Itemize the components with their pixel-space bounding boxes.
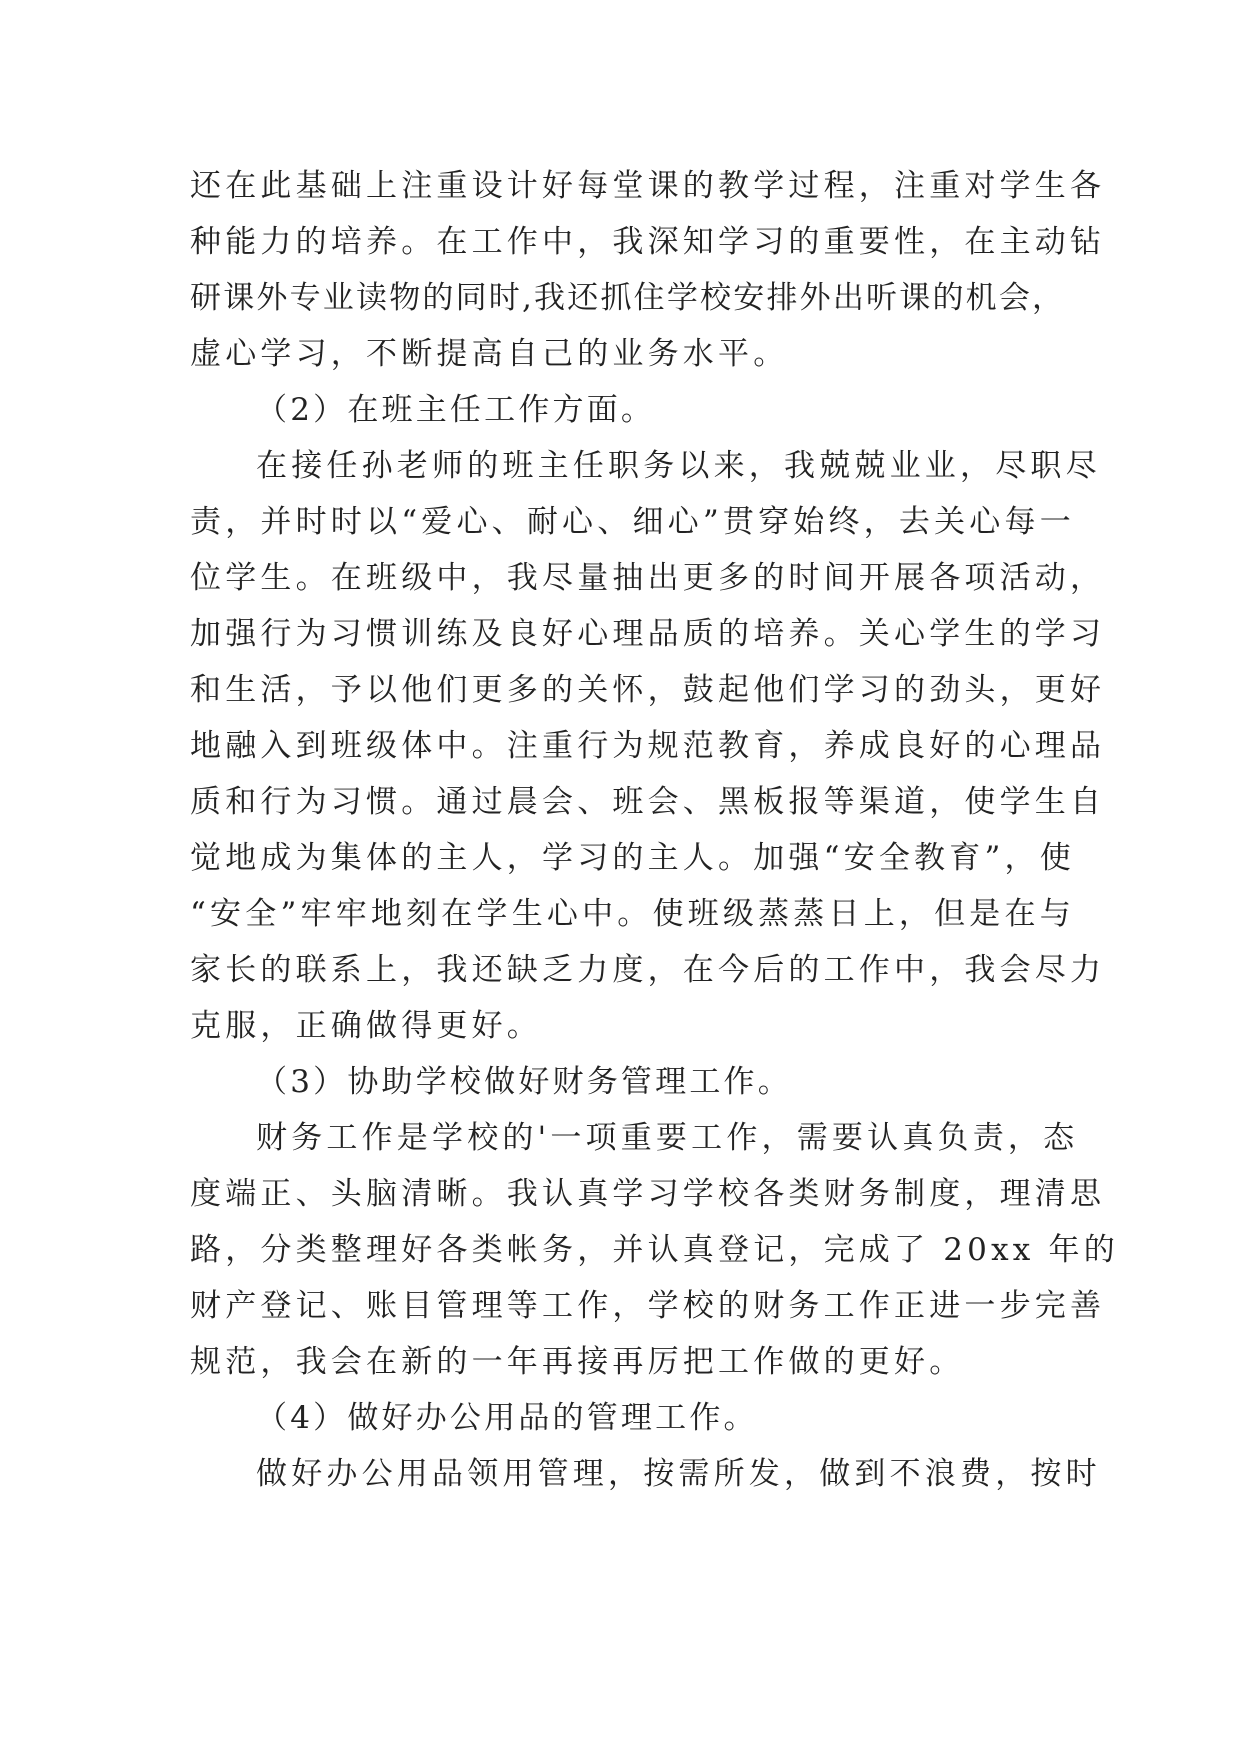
text-line: 地融入到班级体中。注重行为规范教育，养成良好的心理品 <box>190 728 1106 764</box>
section-heading-4: （4）做好办公用品的管理工作。 <box>256 1400 758 1436</box>
text-line: 还在此基础上注重设计好每堂课的教学过程，注重对学生各 <box>190 168 1106 204</box>
section-heading-2: （2）在班主任工作方面。 <box>256 392 656 428</box>
text-line: 规范，我会在新的一年再接再厉把工作做的更好。 <box>190 1344 965 1380</box>
text-line: 财务工作是学校的'一项重要工作，需要认真负责，态 <box>256 1120 1079 1156</box>
text-line: 加强行为习惯训练及良好心理品质的培养。关心学生的学习 <box>190 616 1106 652</box>
text-line: 研课外专业读物的同时,我还抓住学校安排外出听课的机会， <box>190 280 1066 316</box>
text-line: 克服，正确做得更好。 <box>190 1008 542 1044</box>
text-line: 度端正、头脑清晰。我认真学习学校各类财务制度，理清思 <box>190 1176 1106 1212</box>
text-line: 虚心学习，不断提高自己的业务水平。 <box>190 336 789 372</box>
text-line: 家长的联系上，我还缺乏力度，在今后的工作中，我会尽力 <box>190 952 1106 988</box>
text-line: 责，并时时以“爱心、耐心、细心”贯穿始终，去关心每一 <box>190 504 1075 540</box>
text-line: 做好办公用品领用管理，按需所发，做到不浪费，按时 <box>256 1456 1101 1492</box>
text-line: 位学生。在班级中，我尽量抽出更多的时间开展各项活动， <box>190 560 1106 596</box>
section-heading-3: （3）协助学校做好财务管理工作。 <box>256 1064 792 1100</box>
text-line: 种能力的培养。在工作中，我深知学习的重要性，在主动钻 <box>190 224 1106 260</box>
text-line: 和生活，予以他们更多的关怀，鼓起他们学习的劲头，更好 <box>190 672 1106 708</box>
text-line: 觉地成为集体的主人，学习的主人。加强“安全教育”，使 <box>190 840 1075 876</box>
text-line: “安全”牢牢地刻在学生心中。使班级蒸蒸日上，但是在与 <box>190 896 1075 932</box>
text-line: 路，分类整理好各类帐务，并认真登记，完成了 20xx 年的 <box>190 1232 1119 1268</box>
text-line: 在接任孙老师的班主任职务以来，我兢兢业业，尽职尽 <box>256 448 1101 484</box>
text-line: 质和行为习惯。通过晨会、班会、黑板报等渠道，使学生自 <box>190 784 1106 820</box>
text-line: 财产登记、账目管理等工作，学校的财务工作正进一步完善 <box>190 1288 1106 1324</box>
